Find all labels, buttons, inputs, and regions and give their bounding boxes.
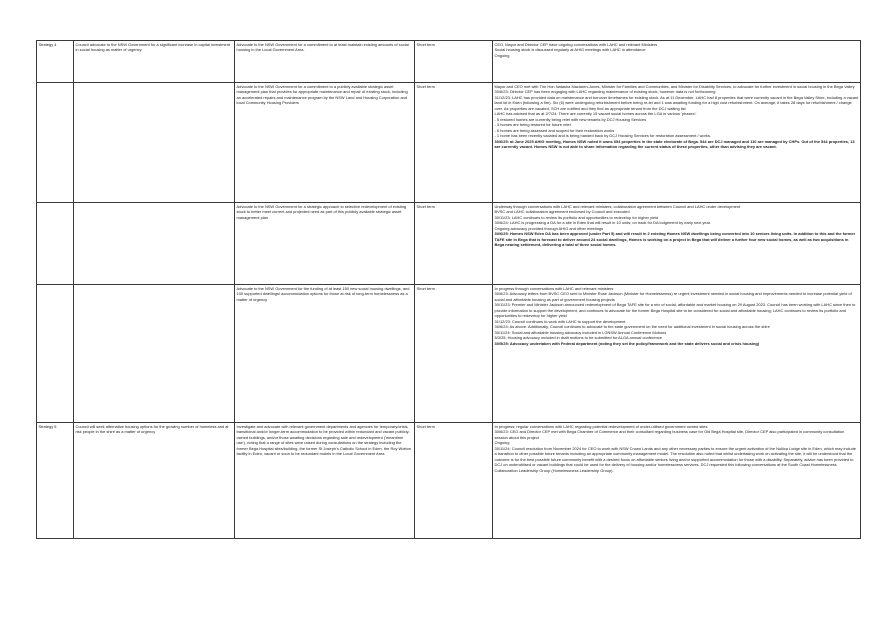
term-cell: Short term: [415, 41, 493, 83]
status-line: 30/11/24: Council resolution from November 2024 for CEO to work with NSW Crown Lands and any other necessary parties to ensure the urgent activation of the Nullica Lodge site in Eden, which may include a transition to other possible future tenants including an appropriate community management model. The resolution also noted that whilst undertaking work on activating the site, it will be understood that the outcome is for the best possible future community benefit with a desired focus on affordable seniors living and/or supported accommodation for those with a disability. Separately, advice has been provided to DCJ on underutilised or vacant buildings that could be used for the delivery of housing and/or homelessness services. DCJ requested this following conversations at the South Coast Homelessness Collaboration Leadership Group (Homelessness Leadership Group).: [494, 445, 856, 473]
status-line: 5/3/25: Housing advocacy included in draft motions to be submitted for ALGA annual conference: [494, 335, 662, 341]
table-row: [37, 285, 861, 423]
strategy-table: [36, 40, 861, 539]
strategy-cell: [37, 285, 74, 423]
status-line: Ongoing advocacy provided through AHIG and other meetings: [494, 225, 604, 231]
status-line: 30/5/25: Advocacy undertaken with Federal department (noting they set the policy/framework and the state delivers social and crisis housing): [494, 340, 760, 346]
goal-cell: [74, 83, 235, 203]
table-row: [37, 203, 861, 285]
term-cell: Short term: [415, 83, 493, 203]
goal-cell: Council advocate to the NSW Government for a significant increase in capital investment in social housing as matter of urgency: [74, 41, 235, 83]
strategy-cell: Strategy 4: [37, 41, 74, 83]
strategy-cell: [37, 203, 74, 285]
table-row: [37, 423, 861, 539]
status-line: 30/6/24: LAHC is progressing a DA for a site in Eden that will result in 10 units; on track for DA lodgement by early next year.: [494, 220, 711, 226]
status-line: 30/6/25: Homes NSW Eden DA has been approved (under Part 5) and will result in 2 existing Homes NSW dwellings being converted into 10 seniors living units. In addition to this and the former TAFE site in Bega that is forecast to deliver around 24 social dwellings, Homes is working on a project in Bega that will deliver a further four new social homes, as well as two acquisitions in Bega nearing settlement, delivering a total of three social homes.: [494, 231, 856, 248]
status-line: LAHC has advised that as at 2/7/24: There are currently 15 vacant social homes across the LGA in various 'phases':: [494, 111, 697, 117]
table-row: [37, 83, 861, 203]
action-cell: Advocate to the NSW Government for the funding of at least 150 new social housing dwellings, and 100 supported dwellings/ accommodation options for those at risk of long-term homelessness as a matter of urgency: [235, 285, 415, 423]
status-line: In progress through conversations with LAHC and relevant ministers: [494, 286, 614, 291]
status-line: 30/6/23: Advocacy letters from BVSC CEO sent to Minister Rose Jackson (Minister for Homelessness) re urgent investment needed in social housing and improvements needed to increase potential yield of social and affordable housing as part of government housing projects: [494, 291, 852, 302]
action-cell: Advocate to the NSW Government for a strategic approach to selective redevelopment of existing stock to better meet current and projected need as part of this publicly available strategic asset management plan: [235, 203, 415, 285]
status-line: 31/12/23: Council continues to work with LAHC to support the development: [494, 318, 626, 324]
strategy-cell: Strategy 5: [37, 423, 74, 539]
status-line: Social housing stock is discussed regularly at AHIG meetings with LAHC in attendance: [494, 47, 646, 53]
goal-cell: Council will seek alternative housing options for the growing number of homeless and at risk people in the shire as a matter of urgency: [74, 423, 235, 539]
status-line: Underway through conversations with LAHC and relevant ministers; collaboration agreement between Council and LAHC under development: [494, 204, 741, 209]
status-line: 30/11/23: Premier and Minister Jackson announced redevelopment of Bega TAFE site for a mix of social, affordable and market housing on 29 August 2023. Council has been working with LAHC since then to provide information to support the development, and continues to advocate for the former Bega Hospital site to be considered for social and affordable housing; LAHC continues to review its portfolio and opportunities to redevelop for higher yield: [494, 302, 856, 319]
action-cell: Advocate to the NSW Government for a commitment to a publicly available strategic asset management plan that provides for appropriate maintenance and repair of existing stock, including an accelerated repairs and maintenance program by the NSW Land and Housing Corporation and local Community Housing Providers: [235, 83, 415, 203]
status-line: 30/11/23: LAHC continues to review its portfolio and opportunities to redevelop for higher yield: [494, 214, 659, 220]
status-line: CEO, Mayor and Director CEP have ongoing conversations with LAHC and relevant Ministers: [494, 42, 658, 47]
status-line: 30/6/23: Director CEP has been engaging with LAHC regarding maintenance of existing stock, however data is not forthcoming: [494, 89, 716, 95]
status-cell: [493, 423, 861, 539]
term-cell: Short term: [415, 423, 493, 539]
status-line: Mayor and CEO met with The Hon Natasha Maclaren-Jones, Minister for Families and Communities, and Minister for Disability Services, to advocate for further investment in social housing in the Bega Valley: [494, 84, 855, 89]
status-line: 30/6/24: As above. Additionally, Council continues to advocate to the state government on the need for additional investment in social housing across the shire: [494, 324, 770, 330]
action-cell: Advocate to the NSW Government for a commitment to at least maintain existing amounts of social housing in the Local Government Area.: [235, 41, 415, 83]
status-line: - 1 home has been recently vacated and is being handed back by DCJ Housing Services for restoration assessment / works.: [494, 133, 711, 139]
status-cell: [493, 83, 861, 203]
status-line: - 6 homes are being assessed and scoped for their restoration works: [494, 127, 615, 133]
action-cell: Investigate and advocate with relevant government departments and agencies for temporary/crisis, transitional and/or longer-term accommodation to be provided within redundant and vacant publicly-owned buildings, and/or those awaiting decisions regarding sale and redevelopment ('meantime use'), noting that a range of sites were raised during consultations on the strategy including the former Bega Hospital sites/building, the former St Joseph's Catholic School in Eden, the Roy Wotton facility in Eden, vacant or soon to be redundant motels in the Local Government Area: [235, 423, 415, 539]
term-cell: Short term: [415, 203, 493, 285]
term-cell: Short term: [415, 285, 493, 423]
table-row: [37, 41, 861, 83]
status-line: - 3 homes are being restored for future relet: [494, 122, 571, 128]
status-line: - 5 restored homes are currently being relet with new tenants by DCJ Housing Services: [494, 116, 647, 122]
status-line: Ongoing: [494, 52, 510, 58]
status-line: Ongoing: [494, 440, 510, 446]
status-cell: [493, 203, 861, 285]
strategy-cell: [37, 83, 74, 203]
strategy-table-sheet: [36, 40, 859, 539]
status-line: 30/6/25: at June 2025 AHIG meeting, Homes NSW noted it owns 654 properties in the state electorate of Bega. 544 are DCJ managed and 110 are managed by CHPs. Out of the 544 properties, 13 are currently vacant. Homes NSW is not able to share information regarding the current status of these properties, other than advising they are vacant.: [494, 138, 855, 149]
status-line: 30/11/24: Social and affordable housing advocacy included in LGNSW Annual Conference Motions: [494, 329, 667, 335]
goal-cell: [74, 285, 235, 423]
status-cell: [493, 41, 861, 83]
status-line: 31/12/23: LAHC has provided data on maintenance and turnover timeframes for existing stock. As at 11 December, LAHC had 8 properties that were currently vacant in the Bega Valley Shire, including a vacant land lot in Eden (following a fire). Six (6) were undergoing refurbishment before being re-let and 1 was awaiting funding for a high cost refurbishment. On average, it takes 28 days for refurbishment / change over. As properties are vacated, SCH are notified and they find an appropriate tenant from the DCJ waiting list: [494, 94, 859, 111]
status-line: BVSC and LAHC collaboration agreement endorsed by Council and executed: [494, 209, 630, 215]
status-line: 30/6/23: CEO and Director CEP met with Bega Chamber of Commerce and their consultant regarding business case for Old Bega Hospital site, Director CEP also participated in community consultation session about this project: [494, 429, 845, 440]
status-line: In progress; regular conversations with LAHC regarding potential redevelopment of under-utilised government owned sites: [494, 424, 708, 429]
goal-cell: [74, 203, 235, 285]
status-cell: [493, 285, 861, 423]
